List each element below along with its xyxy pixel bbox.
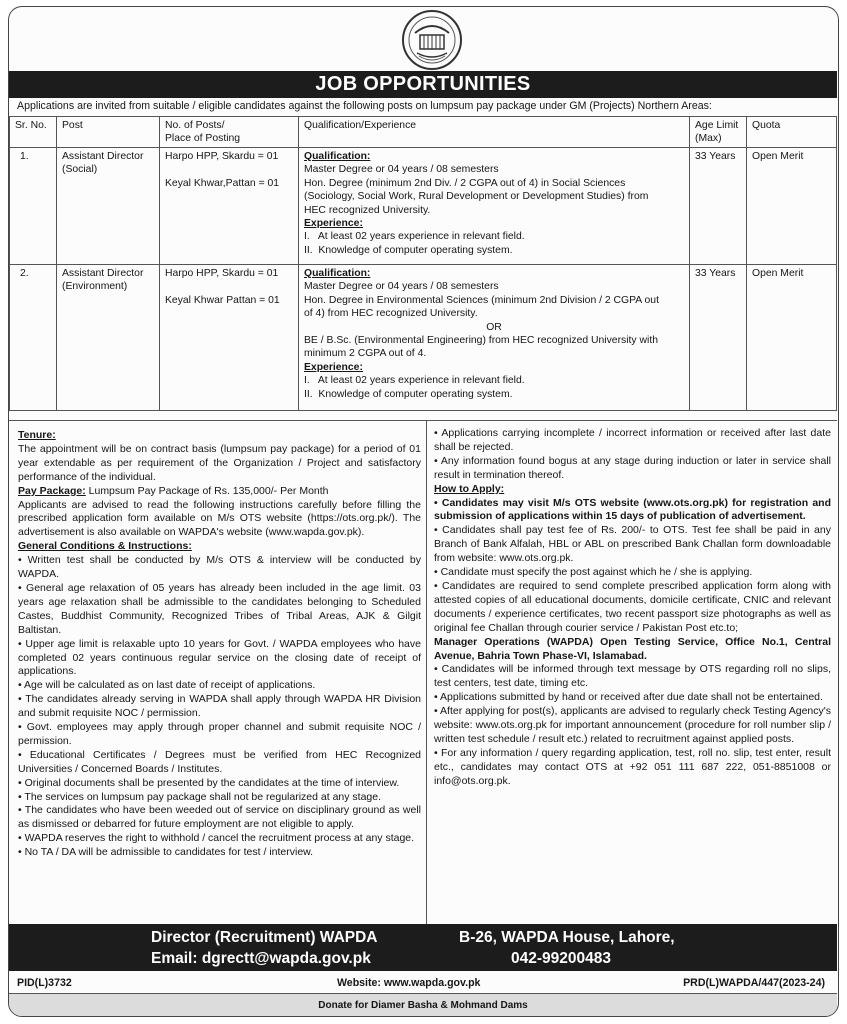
condition-item: • Upper age limit is relaxable upto 10 years for Govt. / WAPDA employees who have completed 02 years continuous regular service on the closing date of receipt of applications. [18, 637, 421, 678]
qualification-line: BE / B.Sc. (Environmental Engineering) from HEC recognized University with [304, 335, 658, 347]
apply-item: • Candidates will be informed through text message by OTS regarding roll no slips, test centers, test date, timing etc. [434, 663, 831, 690]
office-phone: 042-99200483 [511, 950, 611, 967]
header-age-line1: Age Limit [695, 120, 739, 131]
condition-item: • Original documents shall be presented by the candidates at the time of interview. [18, 776, 400, 789]
intro-text: Applications are invited from suitable / eligible candidates against the following posts on lumpsum pay package under GM (Projects) Northern Areas: [17, 100, 712, 112]
qualification-line: Hon. Degree (minimum 2nd Div. / 2 CGPA out of 4) in Social Sciences [304, 177, 626, 189]
apply-item: • Candidates are required to send complete prescribed application form along with attested copies of all educational documents, domicile certificate, CNIC and relevant documents / experience certificates, two recent passport size photographs as well as original fee Challan through courier service / Pakistan Post etc.to; [434, 579, 831, 634]
header-qualification: Qualification/Experience [299, 117, 690, 148]
header-age-line2: (Max) [695, 133, 722, 144]
qualification-line: HEC recognized University. [304, 204, 431, 216]
tenure-heading: Tenure: [18, 429, 56, 441]
pay-heading: Pay Package: [18, 484, 86, 497]
qualification-line: Hon. Degree in Environmental Sciences (minimum 2nd Division / 2 CGPA out [304, 294, 659, 306]
qualification-line: minimum 2 CGPA out of 4. [304, 348, 427, 360]
header-age-limit [690, 117, 747, 148]
website-text: Website: www.wapda.gov.pk [337, 977, 481, 989]
row-place [160, 265, 299, 411]
wapda-emblem-icon [401, 9, 463, 71]
row-quota: Open Merit [747, 265, 837, 411]
office-address: B-26, WAPDA House, Lahore, [459, 929, 675, 946]
place-1: Harpo HPP, Skardu = 01 [165, 268, 279, 279]
apply-item: • Applications submitted by hand or received after due date shall not be entertained. [434, 691, 823, 704]
condition-item: • No TA / DA will be admissible to candidates for test / interview. [18, 846, 314, 859]
post-line1: Assistant Director [62, 268, 144, 279]
condition-item: • The candidates already serving in WAPDA shall apply through WAPDA HR Division and submit requisite NOC / permission. [18, 693, 421, 720]
or-separator: OR [486, 321, 502, 333]
experience-line: I. At least 02 years experience in relevant field. [304, 375, 525, 387]
row-post [57, 265, 160, 411]
page-title: JOB OPPORTUNITIES [9, 71, 837, 98]
qualification-line: of 4) from HEC recognized University. [304, 308, 478, 320]
contact-footer [9, 924, 837, 971]
pay-text: Lumpsum Pay Package of Rs. 135,000/- Per Month [85, 484, 329, 497]
header-no-of-posts [160, 117, 299, 148]
table-row [10, 148, 837, 265]
experience-line: II. Knowledge of computer operating system. [304, 388, 513, 400]
experience-heading: Experience: [304, 218, 363, 230]
column-divider [426, 421, 427, 925]
qualification-line: (Sociology, Social Work, Rural Development or Development Studies) from [304, 191, 649, 203]
header-posts-line2: Place of Posting [165, 133, 241, 144]
header-posts-line1: No. of Posts/ [165, 120, 225, 131]
row-sr-no: 2. [10, 265, 57, 411]
apply-item: • For any information / query regarding application, test, roll no. slip, test enter, result etc., candidates may contact OTS at +92 051 111 687 222, 051-8851008 or info@ots.org.pk. [434, 746, 831, 787]
apply-item: • After applying for post(s), applicants are advised to regularly check Testing Agency's website: www.ots.org.pk for important announcement (procedure for roll number slip / written test schedule / result etc.) related to recruitment against applied posts. [434, 705, 831, 745]
condition-item: • The services on lumpsum pay package shall not be regularized at any stage. [18, 790, 382, 803]
apply-item: • Candidate must specify the post against which he / she is applying. [434, 566, 753, 579]
pid-number: PID(L)3732 [17, 977, 72, 989]
pay-package [18, 485, 421, 499]
experience-heading: Experience: [304, 361, 363, 373]
qualification-heading: Qualification: [304, 268, 371, 279]
row-age-limit: 33 Years [690, 265, 747, 411]
place-2: Keyal Khwar,Pattan = 01 [165, 178, 280, 190]
condition-item: • WAPDA reserves the right to withhold / cancel the recruitment process at any stage. [18, 832, 415, 845]
advertisement-frame [8, 6, 839, 1017]
row-qualification [299, 148, 690, 265]
qualification-line: Master Degree or 04 years / 08 semesters [304, 164, 499, 176]
row-qualification [299, 265, 690, 411]
row-post [57, 148, 160, 265]
reference-strip [9, 971, 837, 994]
row-age-limit: 33 Years [690, 148, 747, 265]
experience-line: II. Knowledge of computer operating system. [304, 244, 513, 256]
director-email: Email: dgrectt@wapda.gov.pk [151, 950, 371, 967]
place-1: Harpo HPP, Skardu = 01 [165, 151, 279, 162]
donate-banner: Donate for Diamer Basha & Mohmand Dams [9, 993, 837, 1017]
condition-item: • The candidates who have been weeded out of service on disciplinary ground as well as dismissed or debarred for future employment are not eligible to apply. [18, 804, 421, 831]
apply-item: • Candidates shall pay test fee of Rs. 200/- to OTS. Test fee shall be paid in any Branch of Bank Alfalah, HBL or ABL on prescribed Bank Challan form downloadable from website: www.ots.org.pk. [434, 524, 831, 565]
post-line2: (Social) [62, 164, 98, 176]
ots-address: Manager Operations (WAPDA) Open Testing Service, Office No.1, Central Avenue, Bahria Town Phase-VI, Islamabad. [434, 635, 831, 662]
ots-registration-note: • Candidates may visit M/s OTS website (www.ots.org.pk) for registration and submission of applications within 15 days of publication of advertisement. [434, 496, 831, 523]
tenure-text: The appointment will be on contract basis (lumpsum pay package) for a period of 01 year extendable as per requirement of the Organization / Project and satisfactory performance of the individual. [18, 442, 421, 483]
condition-item: • Age will be calculated as on last date of receipt of applications. [18, 679, 316, 692]
table-header-row [10, 117, 837, 148]
qualification-heading: Qualification: [304, 151, 371, 162]
place-2: Keyal Khwar Pattan = 01 [165, 295, 280, 307]
experience-line: I. At least 02 years experience in relevant field. [304, 231, 525, 243]
qualification-line: Master Degree or 04 years / 08 semesters [304, 281, 499, 293]
condition-item: • Written test shall be conducted by M/s OTS & interview will be conducted by WAPDA. [18, 554, 421, 581]
post-line1: Assistant Director [62, 151, 144, 162]
right-column [434, 427, 831, 789]
header-quota: Quota [747, 117, 837, 148]
condition-item: • Applications carrying incomplete / incorrect information or received after last date shall be rejected. [434, 427, 831, 453]
left-column [18, 429, 421, 860]
header-sr-no: Sr. No. [10, 117, 57, 148]
condition-item: • General age relaxation of 05 years has already been included in the age limit. 03 years age relaxation shall be admissible to the candidates belonging to Scheduled Castes, Buddhist Community, Recognized Tribes of Tribal Areas, AJK & Gilgit Baltistan. [18, 581, 421, 636]
general-heading: General Conditions & Instructions: [18, 540, 192, 553]
advice-text: Applicants are advised to read the following instructions carefully before filling the prescribed application form available on M/s OTS website (https://ots.org.pk/). The advertisement is also available on WAPDA's website (www.wapda.gov.pk). [18, 498, 421, 539]
row-quota: Open Merit [747, 148, 837, 265]
conditions-section [9, 420, 837, 924]
condition-item: • Educational Certificates / Degrees must be verified from HEC Recognized Universities / Concerned Boards / Institutes. [18, 748, 421, 775]
condition-item: • Any information found bogus at any stage during induction or later in service shall result in termination thereof. [434, 454, 831, 481]
row-sr-no: 1. [10, 148, 57, 265]
footer-right [459, 927, 675, 969]
table-row [10, 265, 837, 411]
posts-table [9, 116, 837, 411]
header-post: Post [57, 117, 160, 148]
condition-item: • Govt. employees may apply through proper channel and submit requisite NOC / permission. [18, 721, 421, 747]
prd-number: PRD(L)WAPDA/447(2023-24) [683, 977, 825, 989]
how-to-apply-heading: How to Apply: [434, 482, 505, 495]
director-title: Director (Recruitment) WAPDA [151, 929, 378, 946]
row-place [160, 148, 299, 265]
footer-left [151, 927, 378, 969]
post-line2: (Environment) [62, 281, 128, 293]
